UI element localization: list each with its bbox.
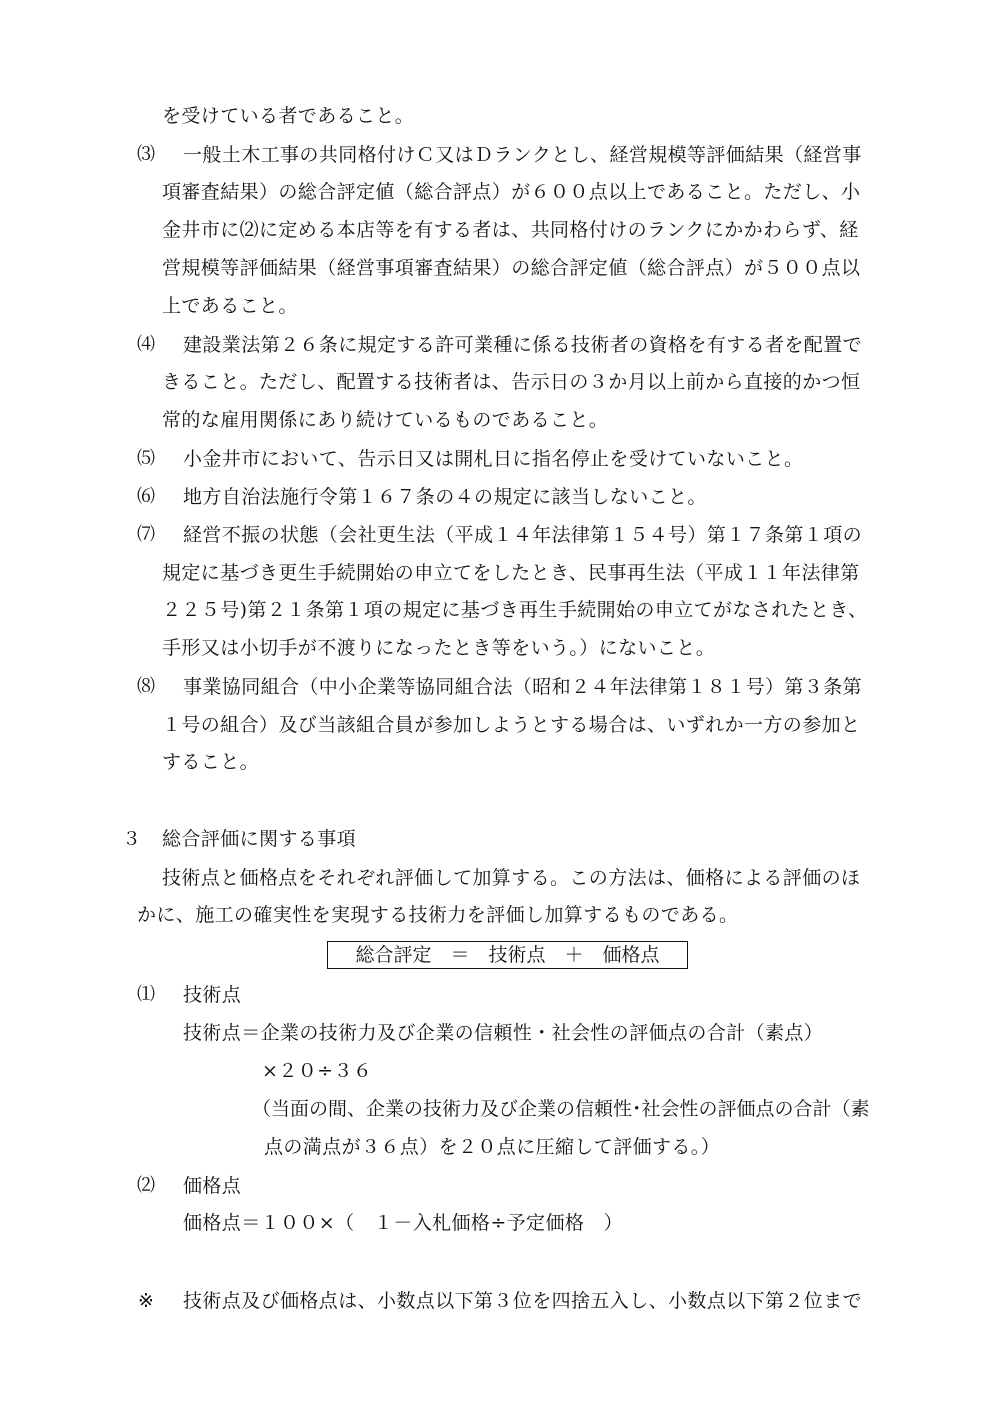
note-mark: ※ [138,1290,155,1312]
item-3-line-5: 上であること。 [162,295,298,317]
item-4-number: ⑷ [137,334,155,355]
item-8-line-2: １号の組合）及び当該組合員が参加しようとする場合は、いずれか一方の参加と [162,714,861,736]
item-7-line-2: 規定に基づき更生手続開始の申立てをしたとき、民事再生法（平成１１年法律第 [162,562,860,584]
item-8-number: ⑻ [137,676,155,697]
sub-1-title: 技術点 [183,984,242,1006]
technical-points-formula-line-1: 技術点＝企業の技術力及び企業の信頼性・社会性の評価点の合計（素点） [183,1022,824,1044]
paragraph-continuation: を受けている者であること。 [162,105,415,127]
section-3-intro-line-2: かに、施工の確実性を実現する技術力を評価し加算するものである。 [137,904,739,926]
total-evaluation-formula-box: 総合評定 ＝ 技術点 ＋ 価格点 [327,941,688,969]
technical-points-note-line-2: 点の満点が３６点）を２０点に圧縮して評価する。） [264,1136,721,1158]
item-4-line-2: きること。ただし、配置する技術者は、告示日の３か月以上前から直接的かつ恒 [162,371,861,393]
price-points-formula: 価格点＝１００×（ １－入札価格÷予定価格 ） [183,1212,624,1234]
item-3-line-4: 営規模等評価結果（経営事項審査結果）の総合評定値（総合評点）が５００点以 [162,257,861,279]
sub-1-number: ⑴ [137,984,155,1005]
item-6-number: ⑹ [137,486,155,507]
item-4-line-3: 常的な雇用関係にあり続けているものであること。 [162,409,609,431]
item-5-number: ⑸ [137,448,155,469]
item-8-line-3: すること。 [162,751,260,773]
technical-points-note-line-1: （当面の間、企業の技術力及び企業の信頼性･社会性の評価点の合計（素 [252,1098,870,1120]
item-5-line-1: 小金井市において、告示日又は開札日に指名停止を受けていないこと。 [183,448,804,470]
item-7-number: ⑺ [137,524,155,545]
item-6-line-1: 地方自治法施行令第１６７条の４の規定に該当しないこと。 [183,486,707,508]
item-3-line-1: 一般土木工事の共同格付けＣ又はＤランクとし、経営規模等評価結果（経営事 [183,144,862,166]
item-3-number: ⑶ [137,144,155,165]
item-7-line-4: 手形又は小切手が不渡りになったとき等をいう。）にないこと。 [162,637,716,659]
sub-2-title: 価格点 [183,1175,242,1197]
technical-points-formula-line-2: ×２０÷３６ [262,1060,373,1082]
rounding-note: 技術点及び価格点は、小数点以下第３位を四捨五入し、小数点以下第２位まで [183,1290,863,1312]
item-7-line-3: ２２５号)第２１条第１項の規定に基づき再生手続開始の申立てがなされたとき、 [162,599,868,621]
section-3-heading: 総合評価に関する事項 [162,828,357,850]
item-7-line-1: 経営不振の状態（会社更生法（平成１４年法律第１５４号）第１７条第１項の [183,524,863,546]
item-3-line-2: 項審査結果）の総合評定値（総合評点）が６００点以上であること。ただし、小 [162,181,861,203]
section-3-intro-line-1: 技術点と価格点をそれぞれ評価して加算する。この方法は、価格による評価のほ [162,867,861,889]
item-4-line-1: 建設業法第２６条に規定する許可業種に係る技術者の資格を有する者を配置で [183,334,863,356]
section-3-number: ３ [122,828,142,850]
item-3-line-3: 金井市に⑵に定める本店等を有する者は、共同格付けのランクにかかわらず、経 [162,219,859,241]
sub-2-number: ⑵ [137,1175,155,1196]
item-8-line-1: 事業協同組合（中小企業等協同組合法（昭和２４年法律第１８１号）第３条第 [183,676,863,698]
